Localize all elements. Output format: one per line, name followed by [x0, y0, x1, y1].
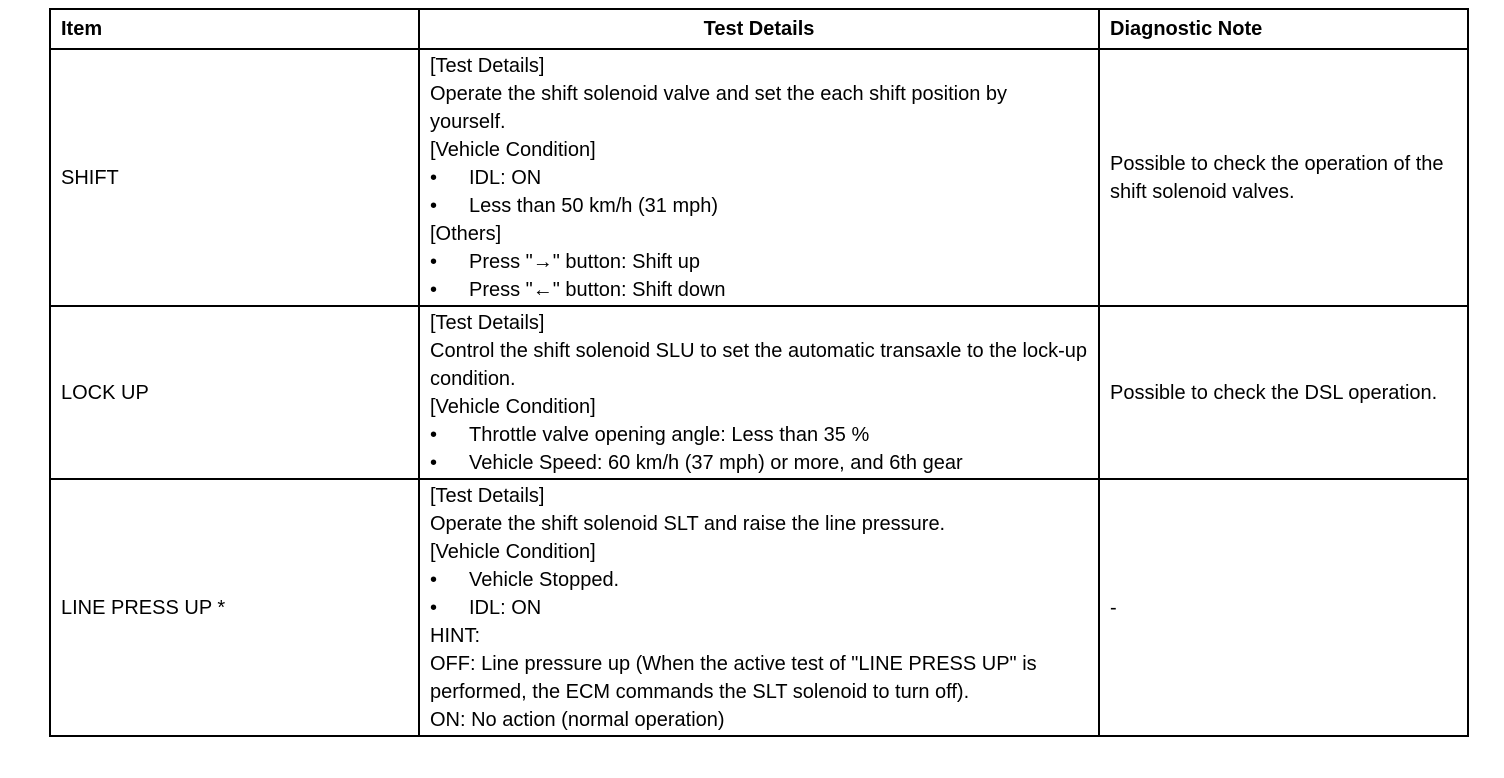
- item-cell: SHIFT: [50, 49, 419, 306]
- condition-bullet: [430, 566, 1088, 594]
- table-row: [50, 306, 1468, 479]
- bullet-text: Press "→" button: Shift up: [469, 250, 700, 273]
- details-heading: [Test Details]: [430, 311, 545, 334]
- others-bullet: [430, 276, 1088, 304]
- header-test-details: Test Details: [419, 9, 1099, 49]
- details-heading: [Test Details]: [430, 54, 545, 77]
- condition-bullet: [430, 594, 1088, 622]
- hint-label: HINT:: [430, 624, 480, 647]
- condition-bullet: [430, 449, 1088, 477]
- header-diagnostic-note: Diagnostic Note: [1099, 9, 1468, 49]
- bullet-icon: •: [430, 250, 438, 273]
- details-cell: [419, 479, 1099, 736]
- item-cell: LINE PRESS UP *: [50, 479, 419, 736]
- table-header-row: [50, 9, 1468, 49]
- condition-heading: [Vehicle Condition]: [430, 540, 596, 563]
- item-cell: LOCK UP: [50, 306, 419, 479]
- bullet-icon: •: [430, 596, 438, 619]
- others-heading: [Others]: [430, 222, 502, 245]
- details-cell: [419, 306, 1099, 479]
- note-cell: Possible to check the operation of the shift solenoid valves.: [1099, 49, 1468, 306]
- condition-bullet: [430, 421, 1088, 449]
- bullet-icon: •: [430, 423, 438, 446]
- active-test-table: [49, 8, 1469, 737]
- details-text: Operate the shift solenoid SLT and raise the line pressure.: [430, 512, 946, 535]
- hint-text-on: ON: No action (normal operation): [430, 708, 725, 731]
- bullet-icon: •: [430, 166, 438, 189]
- details-heading: [Test Details]: [430, 484, 545, 507]
- bullet-icon: •: [430, 568, 438, 591]
- bullet-text: Vehicle Speed: 60 km/h (37 mph) or more, and 6th gear: [469, 451, 963, 474]
- header-item: Item: [50, 9, 419, 49]
- condition-heading: [Vehicle Condition]: [430, 138, 596, 161]
- bullet-text: Vehicle Stopped.: [469, 568, 620, 591]
- bullet-icon: •: [430, 451, 438, 474]
- condition-bullet: [430, 164, 1088, 192]
- details-cell: [419, 49, 1099, 306]
- bullet-icon: •: [430, 278, 438, 301]
- note-cell: Possible to check the DSL operation.: [1099, 306, 1468, 479]
- table-row: [50, 479, 1468, 736]
- bullet-text: IDL: ON: [469, 596, 542, 619]
- bullet-text: Less than 50 km/h (31 mph): [469, 194, 719, 217]
- bullet-text: Throttle valve opening angle: Less than 35 %: [469, 423, 870, 446]
- note-cell: -: [1099, 479, 1468, 736]
- bullet-text: Press "←" button: Shift down: [469, 278, 726, 301]
- others-bullet: [430, 248, 1088, 276]
- details-text: Operate the shift solenoid valve and set the each shift position by yourself.: [430, 82, 1008, 133]
- details-text: Control the shift solenoid SLU to set the automatic transaxle to the lock-up condition.: [430, 339, 1088, 390]
- condition-bullet: [430, 192, 1088, 220]
- table-row: [50, 49, 1468, 306]
- bullet-icon: •: [430, 194, 438, 217]
- hint-text-off: OFF: Line pressure up (When the active test of "LINE PRESS UP" is performed, the ECM commands the SLT solenoid to turn off).: [430, 652, 1037, 703]
- condition-heading: [Vehicle Condition]: [430, 395, 596, 418]
- bullet-text: IDL: ON: [469, 166, 542, 189]
